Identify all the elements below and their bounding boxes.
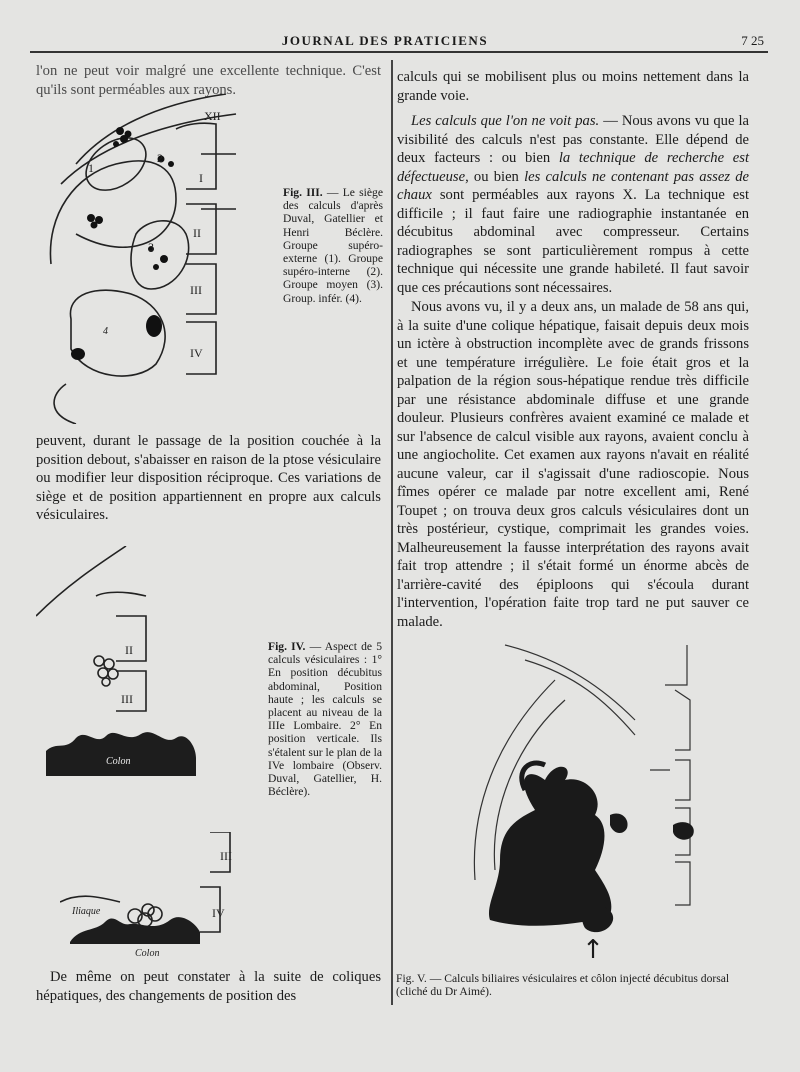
p2-text-c: , ou bien <box>465 168 525 185</box>
fig3-label-4: 4 <box>103 326 108 337</box>
p2-italic-d: les calculs ne contenant pas assez de chaux <box>397 168 749 203</box>
left-bottom-paragraph: De même on peut constater à la suite de coliques hépatiques, des changements de position des <box>36 969 381 1004</box>
fig3-vertebra-xii: XII <box>204 109 221 123</box>
journal-title: JOURNAL DES PRATICIENS <box>281 33 489 48</box>
fig4b-iliaque-label: Iliaque <box>72 906 101 917</box>
p2-text-e: sont perméables aux rayons X. La technique est difficile ; il faut faire une radiographie instantanée en décubitus abdominal avec compresseur. Certains radiographes se sont particulièrement rompus à cette technique qui nécessite une grande habileté. Il faut savoir que ces précautions sont nécessaires. <box>397 187 749 296</box>
p2-italic-b: la technique de recherche est défectueuse <box>397 150 749 185</box>
left-paragraph-variations: peuvent, durant le passage de la position couchée à la position debout, s'abaisser en raison de la ptose vésiculaire ou modifier leur disposition réciproque. Ces variations de siège et de position appartiennent en propre aux calculs vésiculaires. <box>36 433 381 523</box>
column-divider <box>391 60 393 1005</box>
figure-4b-drawing <box>60 832 260 962</box>
fig4a-vertebra-iii: III <box>121 692 133 706</box>
p2-italic-lead: Les calculs que l'on ne voit pas. <box>411 113 600 129</box>
figure-3-drawing <box>36 94 286 424</box>
fig3-vertebra-iii: III <box>190 283 202 297</box>
figure-5-radiograph <box>405 640 750 970</box>
fig3-caption-label: Fig. III. <box>283 186 323 199</box>
fig4a-vertebra-ii: II <box>125 643 133 657</box>
fig4-caption-label: Fig. IV. <box>268 640 306 653</box>
right-paragraph-3: Nous avons vu, il y a deux ans, un malade de 58 ans qui, à la suite d'une colique hépatique, faisait depuis deux mois un ictère à obstruction incomplète avec de grands frissons et une température irrégulière. Le foie était gros et la palpation de la région sous-hépatique rendue très difficile par une résistance abdominale diffuse et une grande douleur. Plusieurs confrères avaient examiné ce malade et sur l'absence de calcul visible aux rayons, avaient conclu à une angiocholite. Cet examen aux rayons n'avait en réalité aucune valeur, car il s'agissait d'une radioscopie. Nous fîmes opérer ce malade par notre excellent ami, René Toupet ; on trouva deux gros calculs vésiculaires dont un très postérieur, cystique, comprimait les grandes voies. Malheureusement la fausse interprétation des rayons avait fait trop attendre ; il s'était formé un énorme abcès de l'arrière-cavité des épiploons qui s'écoula durant l'intervention, l'opération faite trop tard ne put sauver ce malade. <box>397 299 749 630</box>
fig4b-colon-label: Colon <box>135 948 160 959</box>
fig3-vertebra-iv: IV <box>190 346 203 360</box>
fig4b-vertebra-iv: IV <box>212 906 225 920</box>
fig4-caption-text: — Aspect de 5 calculs vésiculaires : 1° En position décubitus abdominal, Position haute ; les calculs se placent au niveau de la IIIe Lombaire. 2° En position verticale. Ils s'étalent sur le plan de la IVe lombaire (Observ. Duval, Gatellier, H. Béclère). <box>268 640 382 799</box>
figure-4a-drawing <box>36 546 236 776</box>
page-number: 7 25 <box>741 33 764 48</box>
fig5-arrow: ↑ <box>582 935 604 965</box>
right-paragraph-2 <box>397 112 749 297</box>
fig3-vertebra-ii: II <box>193 226 201 240</box>
fig3-vertebra-i: I <box>199 171 203 185</box>
fig3-label-2: 2 <box>157 151 163 165</box>
figure-4-caption <box>268 640 382 798</box>
fig3-label-3: 3 <box>148 240 154 254</box>
figure-5-caption: Fig. V. — Calculs biliaires vésiculaires et côlon injecté décubitus dorsal (cliché du Dr Aimé). <box>396 972 730 998</box>
p2-text-a: — Nous avons vu que la visibilité des calculs n'est pas constante. Elle dépend de deux facteurs : ou bien <box>397 113 749 166</box>
fig3-label-1: 1 <box>88 161 94 175</box>
fig4a-colon-label: Colon <box>106 756 131 767</box>
right-paragraph-1: calculs qui se mobilisent plus ou moins nettement dans la grande voie. <box>397 69 749 104</box>
fig3-caption-text: — Le siège des calculs d'après Duval, Gatellier et Henri Béclère. Groupe supéro-externe (1). Groupe supéro-interne (2). Groupe moyen (3). Group. infér. (4). <box>283 186 383 305</box>
left-top-partial-text: l'on ne peut voir malgré une excellente technique. C'est qu'ils sont perméables aux rayons. <box>36 63 381 98</box>
fig4b-vertebra-iii: III <box>220 849 232 863</box>
figure-3-caption <box>283 186 383 305</box>
header-rule <box>30 51 768 53</box>
